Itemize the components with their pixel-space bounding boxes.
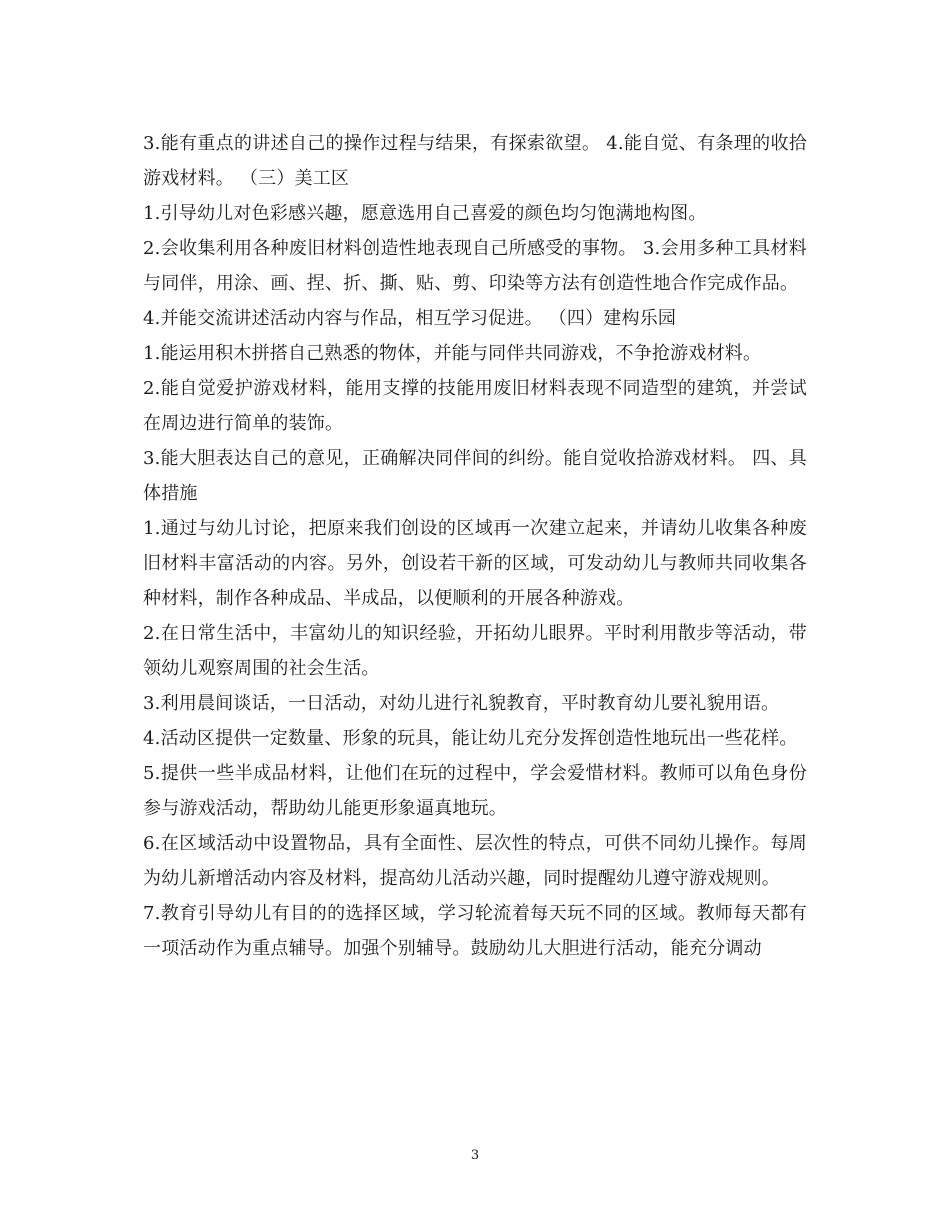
paragraph: 1.引导幼儿对色彩感兴趣，愿意选用自己喜爱的颜色均匀饱满地构图。: [143, 203, 707, 224]
paragraph: 5.提供一些半成品材料，让他们在玩的过程中，学会爱惜材料。教师可以角色身份参与游戏活动，帮助幼儿能更形象逼真地玩。: [143, 763, 807, 819]
paragraph: 7.教育引导幼儿有目的的选择区域，学习轮流着每天玩不同的区域。教师每天都有一项活动作为重点辅导。加强个别辅导。鼓励幼儿大胆进行活动，能充分调动: [143, 903, 807, 959]
paragraph: 3.利用晨间谈话，一日活动，对幼儿进行礼貌教育，平时教育幼儿要礼貌用语。: [143, 693, 780, 714]
paragraph: 3.能有重点的讲述自己的操作过程与结果，有探索欲望。 4.能自觉、有条理的收拾游戏材料。 （三）美工区: [143, 133, 807, 189]
paragraph: 1.通过与幼儿讨论，把原来我们创设的区域再一次建立起来，并请幼儿收集各种废旧材料丰富活动的内容。另外，创设若干新的区域，可发动幼儿与教师共同收集各种材料，制作各种成品、半成品，以便顺利的开展各种游戏。: [143, 518, 807, 609]
paragraph: 6.在区域活动中设置物品，具有全面性、层次性的特点，可供不同幼儿操作。每周为幼儿新增活动内容及材料，提高幼儿活动兴趣，同时提醒幼儿遵守游戏规则。: [143, 833, 807, 889]
paragraph: 2.会收集利用各种废旧材料创造性地表现自己所感受的事物。 3.会用多种工具材料与同伴，用涂、画、捏、折、撕、贴、剪、印染等方法有创造性地合作完成作品。: [143, 238, 807, 294]
paragraph: 4.活动区提供一定数量、形象的玩具，能让幼儿充分发挥创造性地玩出一些花样。: [143, 728, 798, 749]
page-number: 3: [470, 1148, 480, 1163]
paragraph: 3.能大胆表达自己的意见，正确解决同伴间的纠纷。能自觉收拾游戏材料。 四、具体措施: [143, 448, 807, 504]
paragraph: 4.并能交流讲述活动内容与作品，相互学习促进。 （四）建构乐园: [143, 308, 677, 329]
paragraph: 1.能运用积木拼搭自己熟悉的物体，并能与同伴共同游戏，不争抢游戏材料。: [143, 343, 762, 364]
document-body: [143, 126, 807, 966]
paragraph: 2.能自觉爱护游戏材料，能用支撑的技能用废旧材料表现不同造型的建筑，并尝试在周边进行简单的装饰。: [143, 378, 807, 434]
paragraph: 2.在日常生活中，丰富幼儿的知识经验，开拓幼儿眼界。平时利用散步等活动，带领幼儿观察周围的社会生活。: [143, 623, 807, 679]
